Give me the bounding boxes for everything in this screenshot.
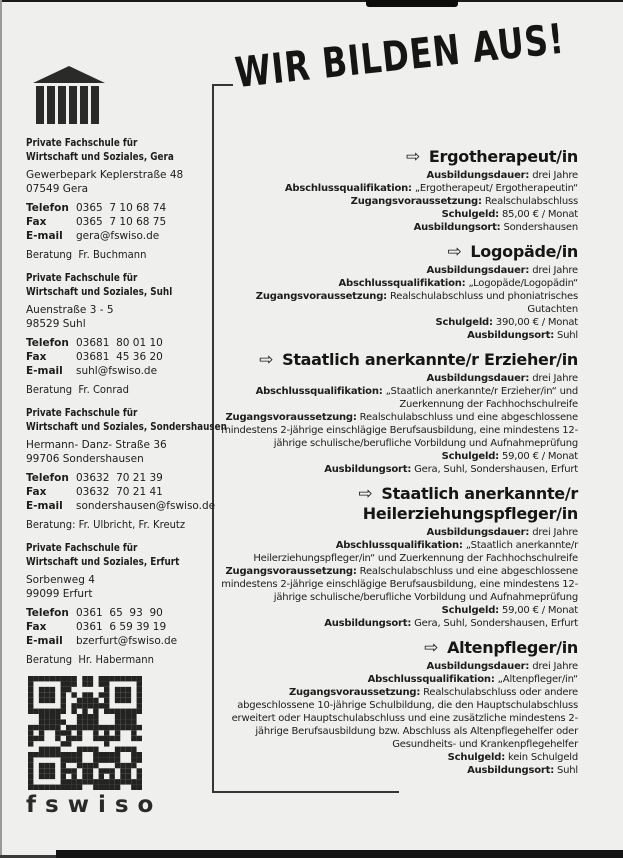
program-row (216, 264, 578, 277)
location-street: Auenstraße 3 - 5 (26, 304, 114, 316)
program-row-label: Abschlussqualifikation: (284, 183, 412, 194)
contact-label: Telefon (26, 472, 69, 484)
program-row (216, 539, 578, 565)
location-name-line2: Wirtschaft und Soziales, Sondershausen (26, 421, 227, 433)
program-row-value: „Ergotherapeut/ Ergotherapeutin“ (414, 183, 578, 194)
contact-row (26, 336, 238, 350)
right-arrow-icon: ⇨ (424, 638, 439, 658)
contact-label: E-mail (26, 500, 63, 512)
program-row-value: 85,00 € / Monat (501, 209, 578, 220)
program-row (216, 208, 578, 221)
program-row-value: Realschulabschluss und eine abgeschlossene mindestens 2-jährige einschlägige Berufsausbildung, eine mindestens 12-jährige schulische/berufliche Vorbildung und Aufnahmeprüfung (221, 566, 578, 603)
program-title (216, 350, 578, 370)
program-row-value: drei Jahre (532, 661, 578, 672)
location-beratung: Beratung Hr. Habermann (26, 654, 154, 666)
right-arrow-icon: ⇨ (405, 147, 420, 167)
contact-value: 0365 7 10 68 74 (76, 202, 167, 214)
brand-logo: fswiso (26, 792, 163, 818)
program-row-value: „Staatlich anerkannte/r Heilerziehungspfleger/in“ und Zuerkennung der Fachhochschulreife (253, 540, 578, 564)
right-arrow-icon: ⇨ (447, 242, 462, 262)
program-row-label: Schulgeld: (441, 209, 499, 220)
program-row-label: Ausbildungsdauer: (426, 373, 530, 384)
program-row-label: Ausbildungsort: (413, 222, 501, 233)
contact-value: 03632 70 21 41 (76, 486, 163, 498)
program-title-text: Staatlich anerkannte/r Heilerziehungspfleger/in (362, 484, 578, 523)
location-address (26, 438, 238, 466)
program-row-label: Schulgeld: (447, 752, 505, 763)
location-contacts (26, 606, 238, 648)
right-arrow-icon: ⇨ (358, 484, 373, 504)
program-row-value: „Staatlich anerkannte/r Erzieher/in“ und Zuerkennung der Fachhochschulreife (385, 386, 578, 410)
headline: WIR BILDEN AUS! (232, 14, 567, 99)
contact-label: E-mail (26, 230, 63, 242)
scan-bar-bottom (56, 850, 623, 858)
program-row-value: drei Jahre (532, 170, 578, 181)
contact-row (26, 201, 238, 215)
program-title-text: Staatlich anerkannte/r Erzieher/in (282, 350, 578, 369)
locations-list (26, 136, 238, 667)
program-section (216, 350, 578, 476)
program-section (216, 147, 578, 234)
contact-row (26, 215, 238, 229)
program-row-label: Schulgeld: (441, 451, 499, 462)
program-section (216, 484, 578, 630)
program-row-value: „Altenpfleger/in“ (497, 674, 578, 685)
program-rows (216, 264, 578, 342)
program-row-label: Ausbildungsdauer: (426, 170, 530, 181)
contact-value: 03681 45 36 20 (76, 351, 163, 363)
contact-label: E-mail (26, 635, 63, 647)
location-block (26, 271, 238, 397)
contact-value: gera@fswiso.de (76, 230, 160, 242)
contact-value: 03632 70 21 39 (76, 472, 163, 484)
program-row-label: Ausbildungsort: (467, 765, 554, 776)
program-row-value: Realschulabschluss und phoniatrisches Gutachten (389, 291, 578, 315)
location-address (26, 573, 238, 601)
program-row (216, 182, 578, 195)
program-rows (216, 169, 578, 234)
location-name (26, 541, 204, 569)
location-address (26, 168, 238, 196)
program-row-value: drei Jahre (532, 373, 578, 384)
program-row (216, 686, 578, 751)
contact-row (26, 620, 238, 634)
contact-value: sondershausen@fswiso.de (76, 500, 216, 512)
program-row-label: Schulgeld: (435, 317, 493, 328)
program-row (216, 169, 578, 182)
location-street: Sorbenweg 4 (26, 574, 95, 586)
program-row (216, 660, 578, 673)
contact-row (26, 229, 238, 243)
program-row-label: Abschlussqualifikation: (367, 674, 495, 685)
program-row-label: Ausbildungsort: (467, 330, 554, 341)
program-row (216, 290, 578, 316)
program-row-label: Zugangsvoraussetzung: (288, 687, 421, 698)
program-row-label: Ausbildungsort: (324, 618, 412, 629)
programs-list (216, 147, 578, 785)
contact-label: Fax (26, 486, 47, 498)
program-rows (216, 660, 578, 777)
program-row-label: Abschlussqualifikation: (335, 540, 463, 551)
program-title-text: Logopäde/in (470, 242, 578, 261)
contact-label: Telefon (26, 337, 69, 349)
program-title-text: Ergotherapeut/in (428, 147, 578, 166)
contact-label: Fax (26, 216, 47, 228)
program-row (216, 764, 578, 777)
program-row (216, 221, 578, 234)
location-street: Hermann- Danz- Straße 36 (26, 439, 167, 451)
program-row-value: Gera, Suhl, Sondershausen, Erfurt (414, 618, 578, 629)
location-city: 99706 Sondershausen (26, 453, 144, 465)
program-row-value: drei Jahre (532, 527, 578, 538)
location-contacts (26, 201, 238, 243)
location-name-line1: Private Fachschule für (26, 542, 138, 554)
location-contacts (26, 336, 238, 378)
program-row-label: Zugangsvoraussetzung: (350, 196, 482, 207)
program-row (216, 329, 578, 342)
location-name-line2: Wirtschaft und Soziales, Suhl (26, 286, 173, 298)
program-row (216, 316, 578, 329)
program-row-value: kein Schulgeld (507, 752, 578, 763)
location-city: 07549 Gera (26, 183, 89, 195)
program-title (216, 242, 578, 262)
program-row (216, 565, 578, 604)
program-row-label: Ausbildungsdauer: (426, 265, 530, 276)
location-name-line1: Private Fachschule für (26, 407, 138, 419)
program-title (216, 147, 578, 167)
location-beratung: Beratung: Fr. Ulbricht, Fr. Kreutz (26, 519, 186, 531)
location-block (26, 541, 238, 667)
program-row (216, 604, 578, 617)
location-block (26, 136, 238, 262)
program-row-value: drei Jahre (532, 265, 578, 276)
contact-row (26, 634, 238, 648)
contact-row (26, 485, 238, 499)
contact-row (26, 606, 238, 620)
program-row-label: Abschlussqualifikation: (255, 386, 383, 397)
program-rows (216, 372, 578, 476)
qr-code (28, 676, 142, 790)
program-row-value: Gera, Suhl, Sondershausen, Erfurt (414, 464, 578, 475)
program-title (216, 638, 578, 658)
program-row-value: 59,00 € / Monat (501, 451, 578, 462)
program-row-label: Abschlussqualifikation: (338, 278, 466, 289)
contact-value: 0361 65 93 90 (76, 607, 163, 619)
program-row (216, 195, 578, 208)
location-name-line1: Private Fachschule für (26, 137, 138, 149)
location-contacts (26, 471, 238, 513)
location-block (26, 406, 238, 532)
location-beratung: Beratung Fr. Buchmann (26, 249, 147, 261)
program-row-value: Suhl (556, 330, 578, 341)
bracket-rule-bottom (212, 791, 399, 793)
program-row-label: Ausbildungsdauer: (426, 527, 530, 538)
location-name (26, 136, 204, 164)
program-section (216, 242, 578, 342)
program-row-value: 390,00 € / Monat (495, 317, 578, 328)
contact-value: 03681 80 01 10 (76, 337, 163, 349)
contact-value: 0365 7 10 68 75 (76, 216, 167, 228)
contact-label: Telefon (26, 607, 69, 619)
contact-label: Fax (26, 621, 47, 633)
program-row-value: Realschulabschluss und eine abgeschlossene mindestens 2-jährige einschlägige Berufsausbildung, eine mindestens 12-jährige schulische/berufliche Vorbildung und Aufnahmeprüfung (221, 412, 578, 449)
program-row-label: Ausbildungsdauer: (426, 661, 530, 672)
right-arrow-icon: ⇨ (259, 350, 274, 370)
location-address (26, 303, 238, 331)
location-name (26, 271, 204, 299)
program-section (216, 638, 578, 777)
scan-edge-top (0, 0, 623, 2)
program-row (216, 526, 578, 539)
scan-blob-top (366, 0, 458, 7)
program-row-value: 59,00 € / Monat (501, 605, 578, 616)
location-name-line2: Wirtschaft und Soziales, Gera (26, 151, 174, 163)
program-row-label: Ausbildungsort: (324, 464, 412, 475)
location-city: 99099 Erfurt (26, 588, 93, 600)
location-city: 98529 Suhl (26, 318, 86, 330)
contact-row (26, 350, 238, 364)
program-row-value: Realschulabschluss (484, 196, 578, 207)
location-beratung: Beratung Fr. Conrad (26, 384, 129, 396)
program-row-value: Suhl (556, 765, 578, 776)
program-row (216, 450, 578, 463)
locations-column (26, 66, 238, 818)
program-rows (216, 526, 578, 630)
contact-row (26, 471, 238, 485)
program-title-text: Altenpfleger/in (447, 638, 578, 657)
contact-label: E-mail (26, 365, 63, 377)
contact-value: 0361 6 59 39 19 (76, 621, 167, 633)
contact-label: Telefon (26, 202, 69, 214)
program-row (216, 411, 578, 450)
contact-row (26, 499, 238, 513)
program-row (216, 277, 578, 290)
program-row-label: Zugangsvoraussetzung: (225, 412, 357, 423)
program-row-value: Realschulabschluss oder andere abgeschlossene 10-jährige Schulbildung, die den Hauptschulabschluss erweitert oder Hauptschulabschluss und eine zusätzliche mindestens 2-jährige Berufsausbildung bzw. Abschluss als Altenpflegehelfer oder Gesundheits- und Krankenpflegehelfer (231, 687, 578, 750)
location-name (26, 406, 227, 434)
program-row (216, 372, 578, 385)
program-row (216, 385, 578, 411)
program-row (216, 751, 578, 764)
location-name-line2: Wirtschaft und Soziales, Erfurt (26, 556, 180, 568)
program-row-label: Zugangsvoraussetzung: (225, 566, 357, 577)
location-street: Gewerbepark Keplerstraße 48 (26, 169, 184, 181)
temple-logo-icon (33, 66, 105, 124)
contact-label: Fax (26, 351, 47, 363)
program-row (216, 463, 578, 476)
program-row-label: Zugangsvoraussetzung: (255, 291, 387, 302)
program-row (216, 617, 578, 630)
program-row (216, 673, 578, 686)
program-row-value: Sondershausen (503, 222, 578, 233)
contact-value: bzerfurt@fswiso.de (76, 635, 178, 647)
program-title (216, 484, 578, 524)
scan-edge-left (0, 0, 2, 858)
location-name-line1: Private Fachschule für (26, 272, 138, 284)
contact-row (26, 364, 238, 378)
contact-value: suhl@fswiso.de (76, 365, 158, 377)
program-row-value: „Logopäde/Logopädin“ (468, 278, 578, 289)
program-row-label: Schulgeld: (441, 605, 499, 616)
